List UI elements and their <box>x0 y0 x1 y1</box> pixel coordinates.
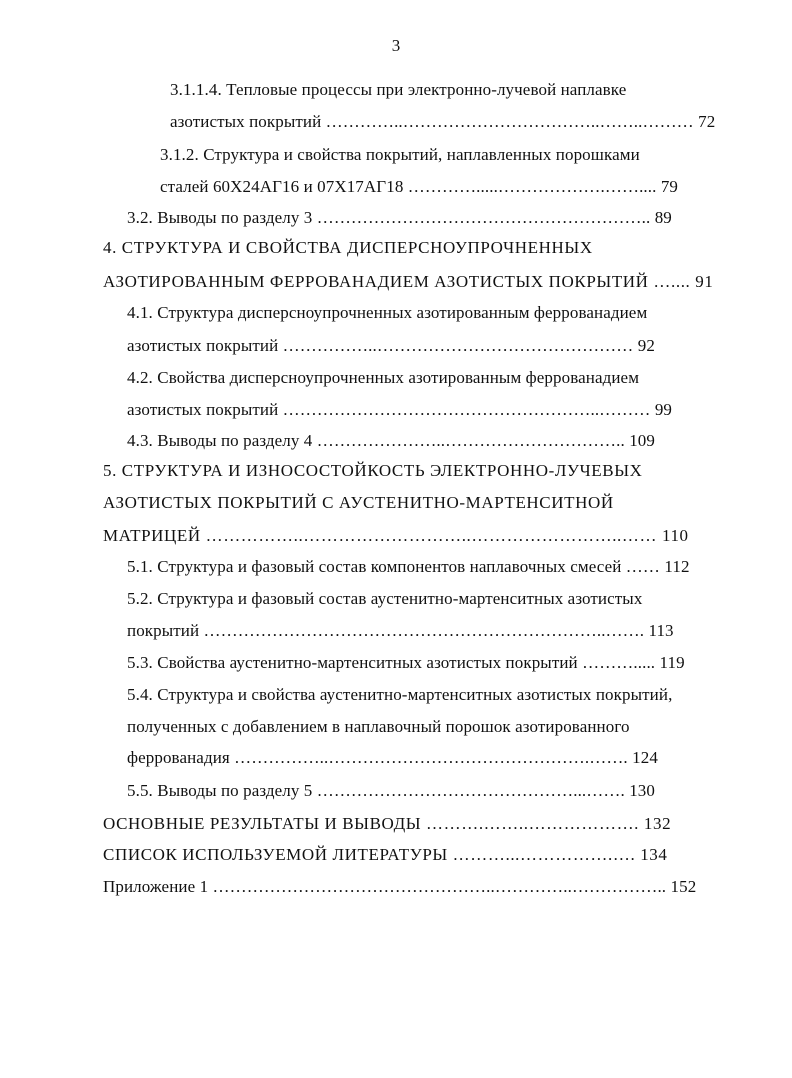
toc-chapter-heading: 5. СТРУКТУРА И ИЗНОСОСТОЙКОСТЬ ЭЛЕКТРОННО-ЛУЧЕВЫХ <box>103 461 643 480</box>
toc-entry-text <box>103 272 713 292</box>
toc-entry-leader: Приложение 1 …………………………………………..…………..…………….. <box>103 877 667 896</box>
toc-entry-text: полученных с добавлением в наплавочный порошок азотированного <box>127 717 630 736</box>
toc-entry-text <box>127 336 655 356</box>
toc-entry-leader: азотистых покрытий …………..……………………………..……..……… <box>170 112 694 131</box>
toc-page-number: 132 <box>643 814 672 833</box>
toc-page-number: 152 <box>670 877 697 896</box>
toc-entry-text <box>127 208 672 228</box>
toc-page-number: 99 <box>654 400 673 419</box>
toc-entry-text <box>127 431 655 451</box>
toc-entry-text <box>127 400 672 420</box>
toc-entry-text <box>103 814 671 834</box>
toc-page-number: 92 <box>637 336 655 355</box>
toc-entry-text: 5.2. Структура и фазовый состав аустенитно-мартенситных азотистых <box>127 589 643 608</box>
toc-entry-leader: 5.1. Структура и фазовый состав компонентов наплавочных смесей …… <box>127 557 661 576</box>
toc-entry-text <box>127 781 655 801</box>
toc-entry-text <box>127 653 685 673</box>
toc-entry-leader: 3.2. Выводы по разделу 3 ………………………………………………….. <box>127 208 651 227</box>
toc-entry-leader: АЗОТИРОВАННЫМ ФЕРРОВАНАДИЕМ АЗОТИСТЫХ ПОКРЫТИЙ ….... <box>103 272 691 291</box>
toc-entry-leader: покрытий ……………………………………………………………..……. <box>127 621 645 640</box>
toc-entry-leader: МАТРИЦЕЙ ……………..………………………..……………………..…… <box>103 526 658 545</box>
toc-page-number: 112 <box>664 557 690 576</box>
toc-chapter-heading: 4. СТРУКТУРА И СВОЙСТВА ДИСПЕРСНОУПРОЧНЕННЫХ <box>103 238 593 257</box>
toc-entry-text <box>127 621 674 641</box>
toc-entry-leader: азотистых покрытий ………………………………………………..……… <box>127 400 651 419</box>
toc-entry-leader: 4.3. Выводы по разделу 4 …………………..………………………….. <box>127 431 625 450</box>
toc-entry-text: 5.4. Структура и свойства аустенитно-мартенситных азотистых покрытий, <box>127 685 673 704</box>
toc-page-number: 72 <box>698 112 716 131</box>
toc-page-number: 89 <box>654 208 672 227</box>
toc-entry-text <box>103 877 696 897</box>
toc-entry-text: 3.1.1.4. Тепловые процессы при электронно-лучевой наплавке <box>170 80 627 99</box>
toc-entry-leader: азотистых покрытий ……………..……………………………………… <box>127 336 634 355</box>
toc-entry-leader: ОСНОВНЫЕ РЕЗУЛЬТАТЫ И ВЫВОДЫ ……….……..………………. <box>103 814 640 833</box>
toc-page-number: 109 <box>629 431 656 450</box>
toc-entry-text: 4.1. Структура дисперсноупрочненных азотированным феррованадием <box>127 303 648 322</box>
toc-entry-leader: феррованадия ……………..……………………………………….……. <box>127 748 628 767</box>
toc-entry-text <box>127 557 690 577</box>
toc-entry-leader: сталей 60Х24АГ16 и 07Х17АГ18 ………….....……………….…….... <box>160 177 657 196</box>
toc-page-number: 79 <box>660 177 679 196</box>
toc-entry-text <box>103 526 689 546</box>
toc-entry-text: 3.1.2. Структура и свойства покрытий, наплавленных порошками <box>160 145 640 164</box>
toc-page-number: 113 <box>648 621 674 640</box>
toc-entry-text <box>103 845 668 865</box>
toc-page-number: 91 <box>695 272 714 291</box>
toc-entry-leader: 5.3. Свойства аустенитно-мартенситных азотистых покрытий ………..... <box>127 653 656 672</box>
toc-entry-text: 4.2. Свойства дисперсноупрочненных азотированным феррованадием <box>127 368 640 387</box>
toc-entry-text <box>127 748 658 768</box>
toc-chapter-heading: АЗОТИСТЫХ ПОКРЫТИЙ С АУСТЕНИТНО-МАРТЕНСИТНОЙ <box>103 493 614 512</box>
toc-entry-leader: СПИСОК ИСПОЛЬЗУЕМОЙ ЛИТЕРАТУРЫ ………...…………….…. <box>103 845 636 864</box>
toc-entry-text <box>170 112 715 132</box>
toc-page-number: 110 <box>661 526 689 545</box>
toc-page-number: 134 <box>640 845 668 864</box>
page-number: 3 <box>391 36 401 55</box>
toc-page-number: 124 <box>632 748 658 767</box>
toc-page-number: 119 <box>659 653 685 672</box>
toc-page-number: 130 <box>629 781 656 800</box>
toc-entry-text <box>160 177 678 197</box>
toc-entry-leader: 5.5. Выводы по разделу 5 ………………………………………...……. <box>127 781 625 800</box>
